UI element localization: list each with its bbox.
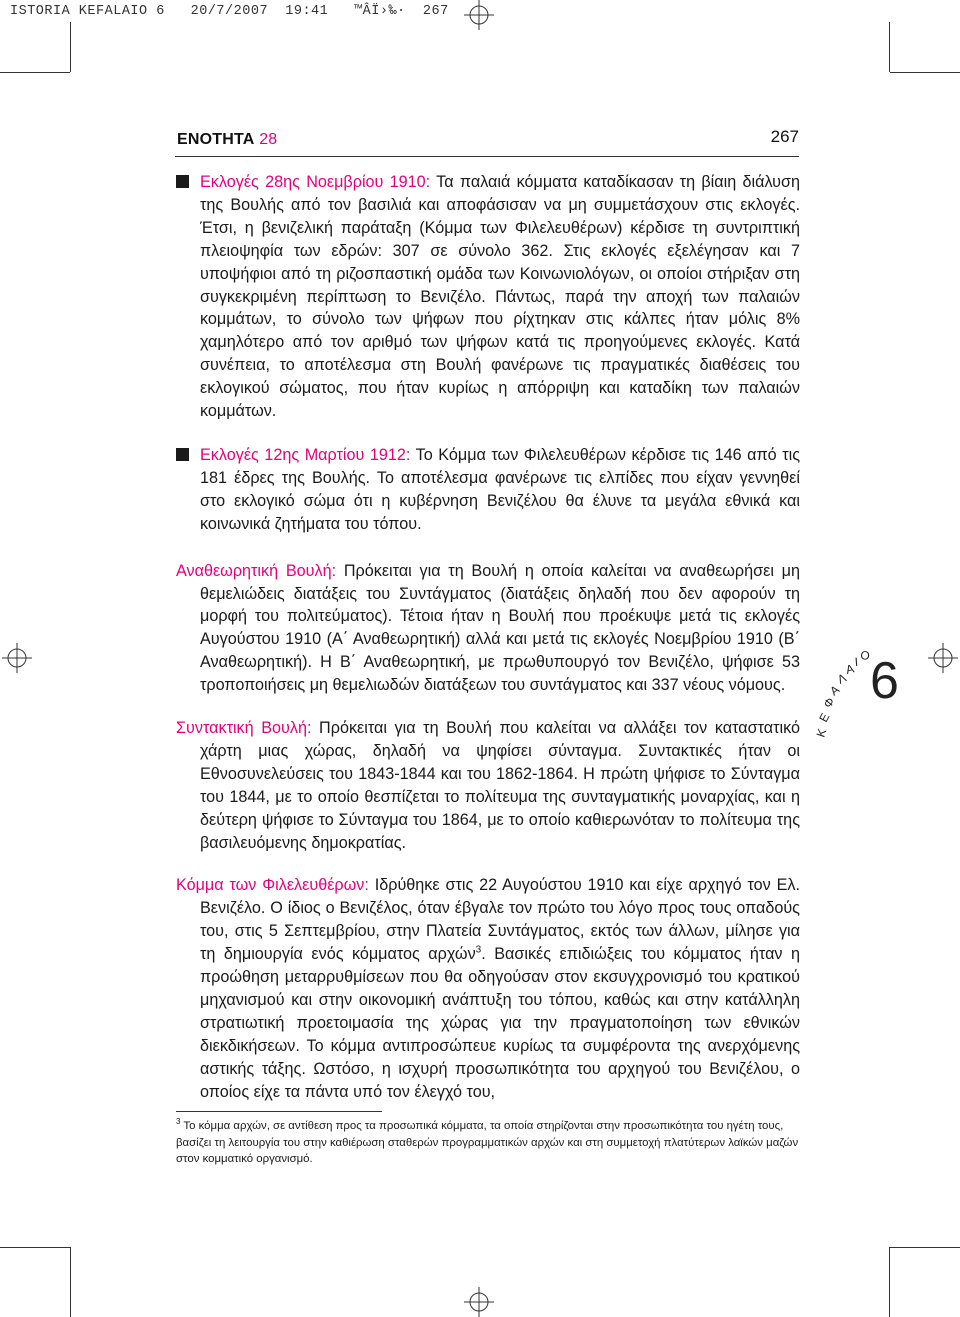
chapter-letter: Α bbox=[827, 682, 843, 699]
footnote-ref[interactable]: 3 bbox=[475, 944, 482, 956]
glossary-entry bbox=[176, 171, 800, 423]
glossary-entry bbox=[176, 717, 800, 854]
glossary-entry bbox=[176, 560, 800, 697]
chapter-letter: Λ bbox=[835, 670, 849, 687]
entry-term: Συντακτική Βουλή: bbox=[176, 719, 312, 738]
chapter-letter: Ο bbox=[859, 648, 871, 663]
crop-mark bbox=[890, 72, 960, 73]
chapter-side-label bbox=[813, 646, 871, 746]
chapter-letter: Ε bbox=[816, 710, 833, 725]
registration-mark-icon bbox=[464, 0, 494, 30]
crop-mark bbox=[70, 22, 71, 72]
header-rule bbox=[175, 156, 799, 157]
footnote bbox=[176, 1118, 806, 1168]
chapter-letter: Φ bbox=[820, 694, 838, 711]
bullet-square-icon bbox=[176, 175, 189, 188]
chapter-letter: Α bbox=[844, 661, 856, 677]
print-slug: ISTORIA KEFALAIO 6 20/7/2007 19:41 ™ÂÏ›‰· 267 bbox=[10, 4, 449, 19]
crop-mark bbox=[890, 1247, 960, 1248]
crop-mark bbox=[889, 22, 890, 72]
registration-mark-icon bbox=[928, 643, 958, 673]
registration-mark-icon bbox=[464, 1287, 494, 1317]
entry-term: Αναθεωρητική Βουλή: bbox=[176, 561, 337, 580]
bullet-square-icon bbox=[176, 448, 189, 461]
entry-text: . Βασικές επιδιώξεις του κόμματος ήταν η προώθηση μεταρρυθμίσεων που θα οδηγούσαν στον εκσυγχρονισμό του κρατικού μηχανισμού και στην οικονομική ανάπτυξη του τόπου, καθώς και στην κατάλληλη στρατιωτική προετοιμασία της χώρας για την πραγματοποίηση των εθνικών διεκδικήσεων. Το κόμμα αντιπροσώπευε κυρίως τα συμφέροντα της ανερχόμενης αστικής τάξης. Ωστόσο, η ισχυρή προσωπικότητα του αρχηγού του Βενιζέλου, ο οποίος είχε τα πάντα υπό τον έλεγχό του, bbox=[200, 945, 800, 1101]
crop-mark bbox=[0, 1247, 70, 1248]
footnote-text: Το κόμμα αρχών, σε αντίθεση προς τα προσωπικά κόμματα, τα οποία στηρίζονται στην προσωπικότητα του ηγέτη τους, βασίζει τη λειτουργία του στην καθιέρωση σταθερών προγραμματικών αρχών και στη συμμετοχή πλατύτερων λαϊκών μαζών στον κομματικό οργανισμό. bbox=[176, 1120, 799, 1165]
entry-term: Εκλογές 12ης Μαρτίου 1912: bbox=[200, 445, 411, 464]
footnote-mark: 3 bbox=[176, 1117, 181, 1127]
entry-term: Εκλογές 28ης Νοεμβρίου 1910: bbox=[200, 173, 431, 191]
crop-mark bbox=[889, 1247, 890, 1317]
entry-text: Το Κόμμα των Φιλελευθέρων κέρδισε τις 146 από τις 181 έδρες της Βουλής. Το αποτέλεσμα φανέρωνε τις ελπίδες που είχαν γεννηθεί στο εκλογικό σώμα ότι η κυβέρνηση Βενιζέλου θα έλυνε τα μεγάλα εθνικά και κοινωνικά ζητήματα του τόπου. bbox=[200, 445, 800, 533]
unit-heading bbox=[177, 131, 277, 149]
unit-number: 28 bbox=[259, 131, 278, 148]
page-number: 267 bbox=[770, 127, 799, 146]
chapter-letter: Κ bbox=[813, 726, 830, 739]
entry-term: Κόμμα των Φιλελευθέρων: bbox=[176, 876, 369, 895]
crop-mark bbox=[0, 72, 70, 73]
glossary-entry bbox=[176, 874, 800, 1103]
chapter-letter: Ι bbox=[854, 654, 859, 669]
entry-text: Πρόκειται για τη Βουλή η οποία καλείται να αναθεωρήσει μη θεμελιώδεις διατάξεις του Συντάγματος (διατάξεις δηλαδή που δεν αφορούν τη μορφή του πολιτεύματος). Τέτοια ήταν η Βουλή που προέκυψε μετά τις εκλογές Αυγούστου 1910 (Α΄ Αναθεωρητική) αλλά και μετά τις εκλογές Νοεμβρίου 1910 (Β΄ Αναθεωρητική). Η Β΄ Αναθεωρητική, με πρωθυπουργό τον Βενιζέλο, ψήφισε 53 τροποποιήσεις μη θεμελιωδών διατάξεων του συντάγματος και 337 νέους νόμους. bbox=[200, 561, 801, 695]
footnote-rule bbox=[176, 1111, 382, 1112]
entry-text: Τα παλαιά κόμματα καταδίκασαν τη βίαιη διάλυση της Βουλής από τον βασιλιά και αποφάσισαν να μη συμμετάσχουν στις εκλογές. Έτσι, η βενιζελική παράταξη (Κόμμα των Φιλελευθέρων) κέρδισε τη συντριπτική πλειοψηφία των εδρών: 307 σε σύνολο 362. Στις εκλογές εξελέγησαν και 7 υποψήφιοι από τη ριζοσπαστική ομάδα των Κοινωνιολόγων, οι οποίοι στήριξαν στη συγκεκριμένη περίπτωση το Βενιζέλο. Πάντως, παρά την αποχή των παλαιών κομμάτων, το σύνολο των ψήφων που ρίχτηκαν στις κάλπες ήταν μόλις 8% χαμηλότερο από τον αριθμό των ψήφων κατά τις προηγούμενες εκλογές. Κατά συνέπεια, το αποτέλεσμα στη Βουλή φανέρωνε τις πραγματικές διαθέσεις του εκλογικού σώματος, που ήταν κυρίως η απόρριψη και καταδίκη των παλαιών κομμάτων. bbox=[200, 173, 800, 421]
glossary-content bbox=[176, 171, 800, 1104]
glossary-entry bbox=[176, 444, 800, 536]
registration-mark-icon bbox=[2, 643, 32, 673]
crop-mark bbox=[70, 1247, 71, 1317]
entry-text: Ιδρύθηκε στις 22 Αυγούστου 1910 και είχε αρχηγό τον Ελ. Βενιζέλο. Ο ίδιος ο Βενιζέλος, όταν έβγαλε τον πρώτο του λόγο προς τους οπαδούς του, στις 5 Σεπτεμβρίου, στην Πλατεία Συντάγματος, εκτός των άλλων, μίλησε για τη δημιουργία ενός κόμματος αρχών bbox=[200, 876, 801, 964]
unit-label: ΕΝΟΤΗΤΑ bbox=[177, 131, 255, 148]
entry-text: Πρόκειται για τη Βουλή που καλείται να αλλάξει τον καταστατικό χάρτη μιας χώρας, δηλαδή να ψηφίσει σύνταγμα. Συντακτικές ήταν οι Εθνοσυνελεύσεις του 1843-1844 και του 1862-1864. Η πρώτη ψήφισε το Σύνταγμα του 1844, με το οποίο θεσπίζεται το πολίτευμα της συνταγματικής μοναρχίας, και η δεύτερη ψήφισε το Σύνταγμα του 1864, με το οποίο καθιερωνόταν το πολίτευμα της βασιλευόμενης δημοκρατίας. bbox=[200, 719, 800, 852]
chapter-number: 6 bbox=[870, 652, 899, 710]
